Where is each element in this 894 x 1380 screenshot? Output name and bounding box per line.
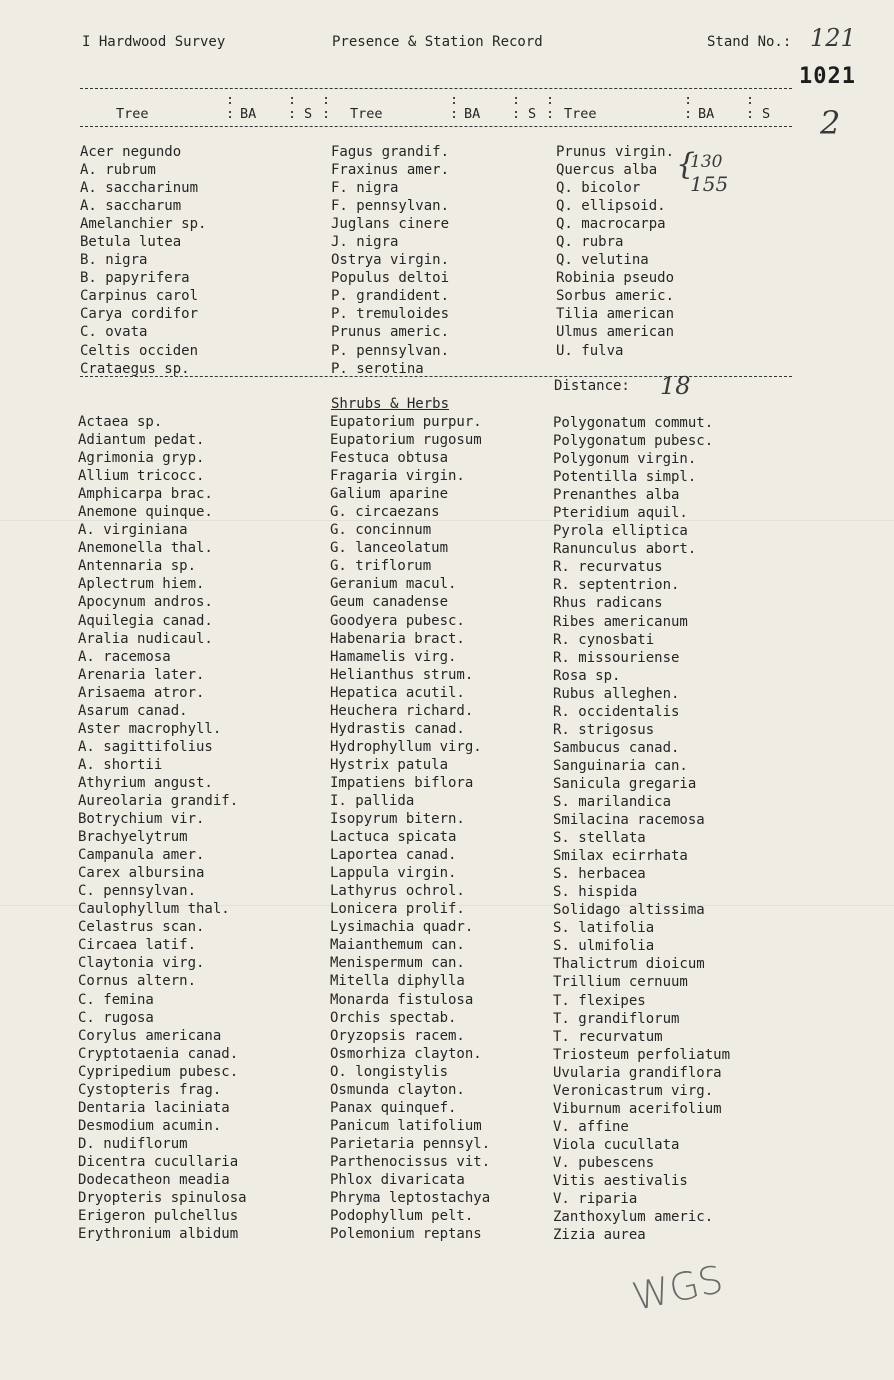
herb-species-item: Maianthemum can.	[330, 937, 465, 954]
tree-species-item: Quercus alba	[556, 162, 658, 179]
stand-stamp: 1021	[799, 64, 856, 89]
herb-species-item: Galium aparine	[330, 486, 449, 503]
survey-title: I Hardwood Survey	[82, 34, 226, 50]
sep: :	[226, 106, 235, 122]
tree-species-item: Prunus americ.	[331, 324, 450, 341]
herb-species-item: Allium tricocc.	[78, 468, 205, 485]
tree-species-item: Sorbus americ.	[556, 288, 675, 305]
herb-species-item: Veronicastrum virg.	[553, 1082, 714, 1099]
herb-species-item: Anemonella thal.	[78, 540, 213, 557]
herb-species-item: Thalictrum dioicum	[553, 956, 705, 973]
herb-species-item: Carex albursina	[78, 865, 205, 882]
herb-species-item: T. flexipes	[553, 992, 646, 1009]
herb-species-item: Actaea sp.	[78, 414, 163, 430]
tree-species-item: Carpinus carol	[80, 288, 199, 305]
herb-species-item: Erigeron pulchellus	[78, 1208, 239, 1225]
tree-species-item: P. serotina	[331, 360, 424, 377]
herb-species-item: Solidago altissima	[553, 902, 705, 919]
herb-species-item: Asarum canad.	[78, 702, 188, 719]
herb-species-item: Osmunda clayton.	[330, 1081, 465, 1098]
herb-species-item: Rosa sp.	[553, 667, 621, 684]
col-header-tree: Tree	[564, 106, 597, 122]
tree-species-item: F. pennsylvan.	[331, 198, 450, 215]
herb-species-item: Panax quinquef.	[330, 1099, 457, 1116]
herb-species-item: G. triflorum	[330, 558, 432, 575]
herb-species-item: Dicentra cucullaria	[78, 1153, 239, 1170]
herb-species-item: Athyrium angust.	[78, 774, 213, 791]
herb-species-item: O. longistylis	[330, 1063, 449, 1080]
herb-species-item: Mitella diphylla	[330, 973, 465, 990]
tree-species-item: U. fulva	[556, 342, 624, 359]
herb-species-item: Ranunculus abort.	[553, 541, 697, 558]
stand-number-handwritten: 121	[810, 24, 856, 52]
herb-species-item: T. grandiflorum	[553, 1010, 680, 1027]
herb-species-item: Celastrus scan.	[78, 919, 205, 936]
page-mark-handwritten: 2	[820, 104, 841, 142]
herb-species-item: R. septentrion.	[553, 577, 680, 594]
herb-species-item: Sanguinaria can.	[553, 757, 688, 774]
sep: :	[226, 92, 235, 108]
herb-species-item: Smilax ecirrhata	[553, 848, 688, 865]
col-header-ba: BA	[240, 106, 257, 122]
herb-species-item: V. riparia	[553, 1191, 638, 1208]
tree-species-item: Prunus virgin.	[556, 144, 675, 160]
herb-species-item: A. sagittifolius	[78, 738, 213, 755]
herb-species-item: S. marilandica	[553, 793, 672, 810]
herb-species-item: S. stellata	[553, 830, 646, 847]
tree-species-item: C. ovata	[80, 324, 148, 341]
herb-species-item: Hydrophyllum virg.	[330, 738, 482, 755]
herb-species-item: S. latifolia	[553, 920, 655, 937]
herb-species-item: R. missouriense	[553, 649, 680, 666]
herb-species-item: Pyrola elliptica	[553, 523, 688, 540]
tree-list-col3	[556, 143, 674, 360]
herb-species-item: R. strigosus	[553, 721, 655, 738]
herb-species-item: Eupatorium purpur.	[330, 414, 482, 430]
herb-species-item: S. hispida	[553, 884, 638, 901]
herb-species-item: Desmodium acumin.	[78, 1117, 222, 1134]
herb-species-item: Festuca obtusa	[330, 450, 449, 467]
herb-species-item: A. racemosa	[78, 648, 171, 665]
herb-species-item: A. shortii	[78, 756, 163, 773]
col-header-s: S	[528, 106, 537, 122]
herb-species-item: Agrimonia gryp.	[78, 450, 205, 467]
herb-species-item: G. concinnum	[330, 522, 432, 539]
herb-species-item: G. circaezans	[330, 504, 440, 521]
herb-species-item: Aplectrum hiem.	[78, 576, 205, 593]
herb-species-item: Panicum latifolium	[330, 1117, 482, 1134]
col-header-ba: BA	[464, 106, 481, 122]
sep: :	[746, 106, 755, 122]
herb-species-item: Aureolaria grandif.	[78, 792, 239, 809]
herb-species-item: Lonicera prolif.	[330, 901, 465, 918]
sep: :	[546, 106, 555, 122]
record-title: Presence & Station Record	[332, 34, 543, 50]
tree-species-item: Q. bicolor	[556, 180, 641, 197]
tree-species-item: Q. macrocarpa	[556, 216, 666, 233]
tree-species-item: J. nigra	[331, 234, 399, 251]
herb-species-item: Smilacina racemosa	[553, 812, 705, 829]
herb-species-item: C. femina	[78, 991, 154, 1008]
herb-species-item: Erythronium albidum	[78, 1226, 239, 1243]
herb-species-item: Polygonatum pubesc.	[553, 433, 714, 450]
tree-species-item: A. saccharum	[80, 198, 182, 215]
tree-annotation-1: 130	[690, 152, 723, 172]
herb-species-item: Sambucus canad.	[553, 739, 680, 756]
herb-species-item: Dentaria laciniata	[78, 1099, 230, 1116]
col-header-ba: BA	[698, 106, 715, 122]
sep: :	[450, 106, 459, 122]
tree-species-item: Tilia american	[556, 306, 675, 323]
herb-species-item: Polygonatum commut.	[553, 415, 714, 431]
herb-species-item: Pteridium aquil.	[553, 505, 688, 522]
herb-species-item: Circaea latif.	[78, 937, 197, 954]
herb-species-item: Antennaria sp.	[78, 558, 197, 575]
herb-species-item: A. virginiana	[78, 522, 188, 539]
tree-species-item: Q. velutina	[556, 252, 649, 269]
tree-species-item: Fraxinus amer.	[331, 162, 450, 179]
herb-species-item: Goodyera pubesc.	[330, 612, 465, 629]
herb-species-item: Hepatica acutil.	[330, 684, 465, 701]
shrubs-herbs-title: Shrubs & Herbs	[331, 396, 450, 412]
col-header-s: S	[304, 106, 313, 122]
col-header-s: S	[762, 106, 771, 122]
header-dash-bottom	[80, 126, 792, 127]
sep: :	[684, 106, 693, 122]
herb-species-item: Geum canadense	[330, 594, 449, 611]
herb-species-item: S. ulmifolia	[553, 938, 655, 955]
herb-species-item: Cryptotaenia canad.	[78, 1045, 239, 1062]
herb-species-item: G. lanceolatum	[330, 540, 449, 557]
tree-species-item: P. grandident.	[331, 288, 450, 305]
tree-species-item: Carya cordifor	[80, 306, 199, 323]
herb-species-item: Hystrix patula	[330, 756, 449, 773]
col-header-tree: Tree	[350, 106, 383, 122]
herb-species-item: Menispermum can.	[330, 955, 465, 972]
distance-label: Distance:	[554, 378, 630, 394]
herb-species-item: Potentilla simpl.	[553, 469, 697, 486]
sep: :	[512, 106, 521, 122]
sep: :	[288, 92, 297, 108]
initials-handwritten: WGS	[628, 1257, 727, 1319]
herb-species-item: R. occidentalis	[553, 703, 680, 720]
herb-species-item: Aquilegia canad.	[78, 612, 213, 629]
tree-species-item: Populus deltoi	[331, 270, 450, 287]
herb-species-item: Heuchera richard.	[330, 702, 474, 719]
herb-list-col1	[78, 413, 247, 1243]
brace-mark: {	[676, 147, 696, 182]
herb-species-item: Polygonum virgin.	[553, 451, 697, 468]
tree-species-item: B. nigra	[80, 252, 148, 269]
herb-species-item: Ribes americanum	[553, 613, 688, 630]
herb-species-item: C. pennsylvan.	[78, 883, 197, 900]
herb-species-item: Arenaria later.	[78, 666, 205, 683]
herb-species-item: Triosteum perfoliatum	[553, 1046, 731, 1063]
herb-species-item: Corylus americana	[78, 1027, 222, 1044]
herb-species-item: Monarda fistulosa	[330, 991, 474, 1008]
herb-species-item: Hydrastis canad.	[330, 720, 465, 737]
header-dash-top	[80, 88, 792, 89]
herb-species-item: Eupatorium rugosum	[330, 432, 482, 449]
herb-species-item: Viburnum acerifolium	[553, 1100, 722, 1117]
tree-species-item: Q. rubra	[556, 234, 624, 251]
herb-species-item: Cystopteris frag.	[78, 1081, 222, 1098]
herb-species-item: Brachyelytrum	[78, 829, 188, 846]
herb-species-item: Claytonia virg.	[78, 955, 205, 972]
distance-value-handwritten: 18	[660, 372, 691, 400]
herb-species-item: Dodecatheon meadia	[78, 1171, 230, 1188]
herb-species-item: Dryopteris spinulosa	[78, 1190, 247, 1207]
tree-species-item: P. pennsylvan.	[331, 342, 450, 359]
tree-species-item: A. rubrum	[80, 162, 156, 179]
herb-species-item: Aralia nudicaul.	[78, 630, 213, 647]
herb-species-item: Geranium macul.	[330, 576, 457, 593]
herb-species-item: Helianthus strum.	[330, 666, 474, 683]
herb-list-col2	[330, 413, 490, 1243]
herb-species-item: Phryma leptostachya	[330, 1190, 491, 1207]
tree-species-item: A. saccharinum	[80, 180, 199, 197]
herb-species-item: Isopyrum bitern.	[330, 811, 465, 828]
tree-species-item: Acer negundo	[80, 144, 182, 160]
herb-species-item: Sanicula gregaria	[553, 775, 697, 792]
sep: :	[684, 92, 693, 108]
herb-species-item: Orchis spectab.	[330, 1009, 457, 1026]
herb-species-item: Zanthoxylum americ.	[553, 1209, 714, 1226]
herb-species-item: Amphicarpa brac.	[78, 486, 213, 503]
herb-species-item: Cypripedium pubesc.	[78, 1063, 239, 1080]
col-header-tree: Tree	[116, 106, 149, 122]
herb-species-item: Hamamelis virg.	[330, 648, 457, 665]
tree-species-item: Juglans cinere	[331, 216, 450, 233]
tree-species-item: Fagus grandif.	[331, 144, 450, 160]
herb-species-item: T. recurvatum	[553, 1028, 663, 1045]
herb-species-item: I. pallida	[330, 792, 415, 809]
tree-species-item: Robinia pseudo	[556, 270, 675, 287]
herb-species-item: Uvularia grandiflora	[553, 1064, 722, 1081]
herb-species-item: Oryzopsis racem.	[330, 1027, 465, 1044]
herb-species-item: R. recurvatus	[553, 559, 663, 576]
tree-species-item: F. nigra	[331, 180, 399, 197]
herb-species-item: Lappula virgin.	[330, 865, 457, 882]
tree-species-item: B. papyrifera	[80, 270, 190, 287]
herb-species-item: Viola cucullata	[553, 1136, 680, 1153]
sep: :	[322, 92, 331, 108]
tree-list-col1	[80, 143, 206, 378]
sep: :	[546, 92, 555, 108]
herb-species-item: V. affine	[553, 1118, 629, 1135]
tree-species-item: Ostrya virgin.	[331, 252, 450, 269]
herb-species-item: Lysimachia quadr.	[330, 919, 474, 936]
sep: :	[746, 92, 755, 108]
tree-species-item: Celtis occiden	[80, 342, 199, 359]
herb-species-item: Apocynum andros.	[78, 594, 213, 611]
herb-species-item: Vitis aestivalis	[553, 1172, 688, 1189]
herb-species-item: Caulophyllum thal.	[78, 901, 230, 918]
herb-species-item: Aster macrophyll.	[78, 720, 222, 737]
herb-species-item: Adiantum pedat.	[78, 432, 205, 449]
herb-species-item: Cornus altern.	[78, 973, 197, 990]
herb-species-item: Anemone quinque.	[78, 504, 213, 521]
herb-species-item: Laportea canad.	[330, 847, 457, 864]
herb-species-item: Rubus alleghen.	[553, 685, 680, 702]
herb-species-item: Parietaria pennsyl.	[330, 1135, 491, 1152]
herb-species-item: R. cynosbati	[553, 631, 655, 648]
tree-species-item: P. tremuloides	[331, 306, 450, 323]
tree-species-item: Ulmus american	[556, 324, 675, 341]
herb-species-item: Arisaema atror.	[78, 684, 205, 701]
tree-species-item: Betula lutea	[80, 234, 182, 251]
herb-species-item: Prenanthes alba	[553, 487, 680, 504]
herb-species-item: Osmorhiza clayton.	[330, 1045, 482, 1062]
tree-annotation-2: 155	[690, 172, 729, 196]
herb-list-col3	[553, 414, 730, 1244]
herb-species-item: Lathyrus ochrol.	[330, 883, 465, 900]
herb-species-item: Fragaria virgin.	[330, 468, 465, 485]
herb-species-item: C. rugosa	[78, 1009, 154, 1026]
herb-species-item: V. pubescens	[553, 1154, 655, 1171]
herb-species-item: Trillium cernuum	[553, 974, 688, 991]
herb-species-item: Parthenocissus vit.	[330, 1153, 491, 1170]
tree-species-item: Amelanchier sp.	[80, 216, 207, 233]
herb-species-item: Lactuca spicata	[330, 829, 457, 846]
tree-list-col2	[331, 143, 449, 378]
tree-species-item: Crataegus sp.	[80, 360, 190, 377]
herb-species-item: Zizia aurea	[553, 1227, 646, 1244]
stand-number-label: Stand No.:	[707, 34, 792, 50]
herb-species-item: Rhus radicans	[553, 595, 663, 612]
herb-species-item: S. herbacea	[553, 866, 646, 883]
herb-species-item: Phlox divaricata	[330, 1171, 465, 1188]
herb-species-item: Polemonium reptans	[330, 1226, 482, 1243]
tree-species-item: Q. ellipsoid.	[556, 198, 666, 215]
sep: :	[288, 106, 297, 122]
herb-species-item: Botrychium vir.	[78, 811, 205, 828]
sep: :	[322, 106, 331, 122]
herb-species-item: Podophyllum pelt.	[330, 1208, 474, 1225]
herb-species-item: Habenaria bract.	[330, 630, 465, 647]
sep: :	[450, 92, 459, 108]
herb-species-item: Campanula amer.	[78, 847, 205, 864]
sep: :	[512, 92, 521, 108]
herb-species-item: D. nudiflorum	[78, 1135, 188, 1152]
herb-species-item: Impatiens biflora	[330, 774, 474, 791]
